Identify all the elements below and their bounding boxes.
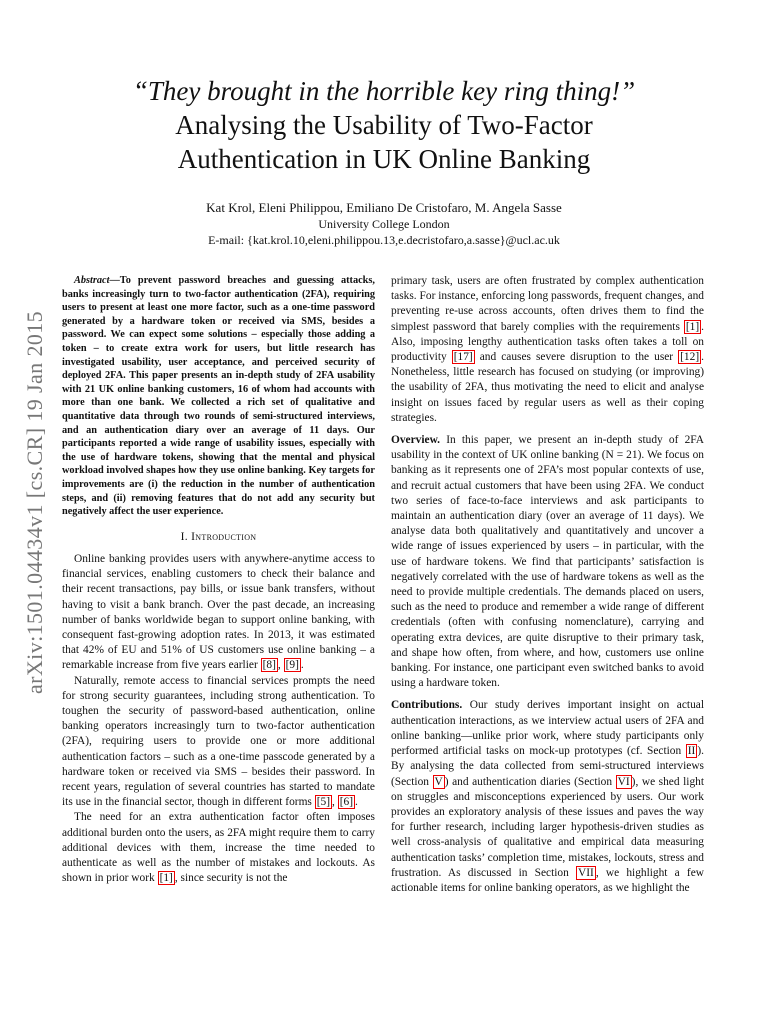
citation-link[interactable]: [12] [680, 351, 700, 364]
citation-link[interactable]: [17] [453, 351, 473, 364]
intro-paragraph-3 [62, 810, 375, 886]
abstract-label: Abstract [74, 275, 110, 286]
paragraph-end: . [355, 796, 358, 809]
paragraph-text: In this paper, we present an in-depth study of 2FA usability in the context of UK online banking (N = 21). We focus on banking as it represents one of 2FA’s most popular contexts of use, and recruit actual customers that have been using 2FA. We conduct two series of face-to-face interviews and ask participants to maintain an authentication diary (over an average of 11 days). We analyse data both qualitatively and quantitatively and uncover a wide range of issues experienced by users – in particular, with the use of hardware tokens. We find that participants’ satisfaction is negatively correlated with the use of hardware tokens as well as the need to provide multiple credentials. The demands placed on users, such as the need to produce and remember a wide range of different credentials (often with confusing nomenclature), carrying and operating extra devices, are quite disruptive to their primary task, and shape how often, from where, and how, customers use online banking. For instance, one participant even switched banks to avoid using a hardware token. [391, 434, 704, 690]
title-block [0, 74, 768, 176]
section-link[interactable]: V [434, 775, 443, 788]
section-link[interactable]: VII [578, 866, 594, 879]
paragraph-text: The need for an extra authentication factor often imposes additional burden onto the users, as 2FA might require them to carry additional devices with them, increase the time needed to authenticate as well as the number of mistakes and lockouts. As shown in prior work [62, 811, 375, 885]
paragraph-text: . Also, imposing lengthy authentication tasks often takes a toll on productivity [391, 320, 704, 364]
arxiv-stamp: arXiv:1501.04434v1 [cs.CR] 19 Jan 2015 [22, 310, 47, 694]
paragraph-end: , since security is not the [174, 872, 288, 885]
citation-link[interactable]: [1] [159, 872, 173, 885]
citation-link[interactable]: [6] [339, 796, 354, 809]
citation-link[interactable]: [8] [262, 659, 276, 672]
paragraph-text: primary task, users are often frustrated by complex authentication tasks. For instance, enforcing long passwords, frequent changes, and preventing re-use across accounts, often drives them to find the simplest password that barely complies with the requirements [391, 275, 704, 333]
paragraph-text: Our study derives important insight on actual authentication interactions, as we interview actual users of 2FA and online banking—unlike prior work, where study participants only performed artificial tasks on mock-up prototypes (cf. Section [391, 699, 704, 758]
author-emails: E-mail: {kat.krol.10,eleni.philippou.13,e.decristofaro,a.sasse}@ucl.ac.uk [208, 233, 560, 247]
abstract [62, 274, 375, 519]
paragraph-text: Naturally, remote access to financial services prompts the need for strong security guarantees, including strong authentication. To toughen the security of password-based authentication, online banking operators increasingly turn to two-factor authentication (2FA), requiring users to provide one or more additional authentication factors – such as a one-time passcode generated by a hardware token or received via SMS – besides their password. In recent years, regulation of several countries has started to mandate its use in the financial sector, though in different forms [62, 674, 375, 809]
paragraph-text: ), we shed light on struggles and misconceptions experienced by users. Our work provides an exploratory analysis of these issues and paves the way for further research, including larger hypothesis-driven studies as well cross-analysis of qualitative and empirical data measuring authentication tasks’ completion time, mistakes, lockouts, stress and frustration. As discussed in Section [391, 775, 704, 879]
abstract-text: —To prevent password breaches and guessing attacks, banks increasingly turn to two-factor authentication (2FA), requiring users to present at least one more factor, such as a one-time password generated by a hardware token or received via SMS, besides a password. We can expect some solutions – especially those adding a token – to create extra work for users, but little research has investigated usability, user acceptance, and perceived security of deployed 2FA. This paper presents an in-depth study of 2FA usability with 21 UK online banking customers, 16 of whom had accounts with more than one bank. We collected a rich set of qualitative and quantitative data through two rounds of semi-structured interviews, and an authentication diary over an average of 11 days. Our participants reported a wide range of usability issues, especially with the use of hardware tokens, showing that the mental and physical workload involved shapes how they use online banking. Key targets for improvements are (i) the reduction in the number of authentication steps, and (ii) removing features that do not add any security but negatively affect the user experience. [62, 275, 375, 518]
paragraph-text: Online banking provides users with anywhere-anytime access to financial services, enabling customers to check their balance and their recent transactions, pay bills, or issue bank transfers, without having to visit a bank branch. Over the past decade, an increasing number of banks worldwide began to support online banking, with consequent fast-growing adoption rates. In 2013, it was estimated that 42% of EU and 51% of US customers use online banking – a remarkable increase from five years earlier [62, 552, 375, 672]
author-block [0, 200, 768, 248]
citation-link[interactable]: [5] [316, 796, 331, 809]
paragraph-text: ). By analysing the data collected from semi-structured interviews (Section [391, 745, 704, 788]
section-link[interactable]: II [687, 745, 696, 758]
separator: , [332, 796, 338, 809]
continued-paragraph [391, 274, 704, 426]
right-column [391, 274, 704, 896]
paper-title-line-2: Authentication in UK Online Banking [177, 144, 591, 174]
intro-paragraph-2 [62, 674, 375, 811]
contributions-paragraph [391, 698, 704, 896]
affiliation: University College London [318, 217, 450, 231]
citation-link[interactable]: [1] [685, 320, 700, 333]
overview-paragraph [391, 433, 704, 691]
intro-paragraph-1 [62, 552, 375, 674]
author-list: Kat Krol, Eleni Philippou, Emiliano De Cristofaro, M. Angela Sasse [206, 200, 562, 215]
paragraph-end: . [300, 659, 304, 672]
separator: , [277, 659, 284, 672]
paper-title-line-1: Analysing the Usability of Two-Factor [175, 110, 593, 140]
contributions-label: Contributions. [391, 699, 463, 712]
paper-quote-title: “They brought in the horrible key ring thing!” [132, 76, 636, 106]
section-link[interactable]: VI [617, 775, 630, 788]
paragraph-text: and causes severe disruption to the user [474, 351, 674, 364]
paragraph-text: , we highlight a few actionable items for online banking operators, as we highlight the [391, 866, 704, 894]
paragraph-text: ) and authentication diaries (Section [444, 775, 613, 788]
left-column [62, 274, 375, 886]
overview-label: Overview. [391, 434, 441, 447]
section-heading-introduction: I. Introduction [180, 529, 257, 543]
paragraph-text: . Nonetheless, little research has focused on studying (or improving) the usability of 2FA, thus motivating the need to elicit and analyse insight on issues faced by regular users as well as their coping strategies. [391, 351, 704, 424]
citation-link[interactable]: [9] [285, 659, 299, 672]
